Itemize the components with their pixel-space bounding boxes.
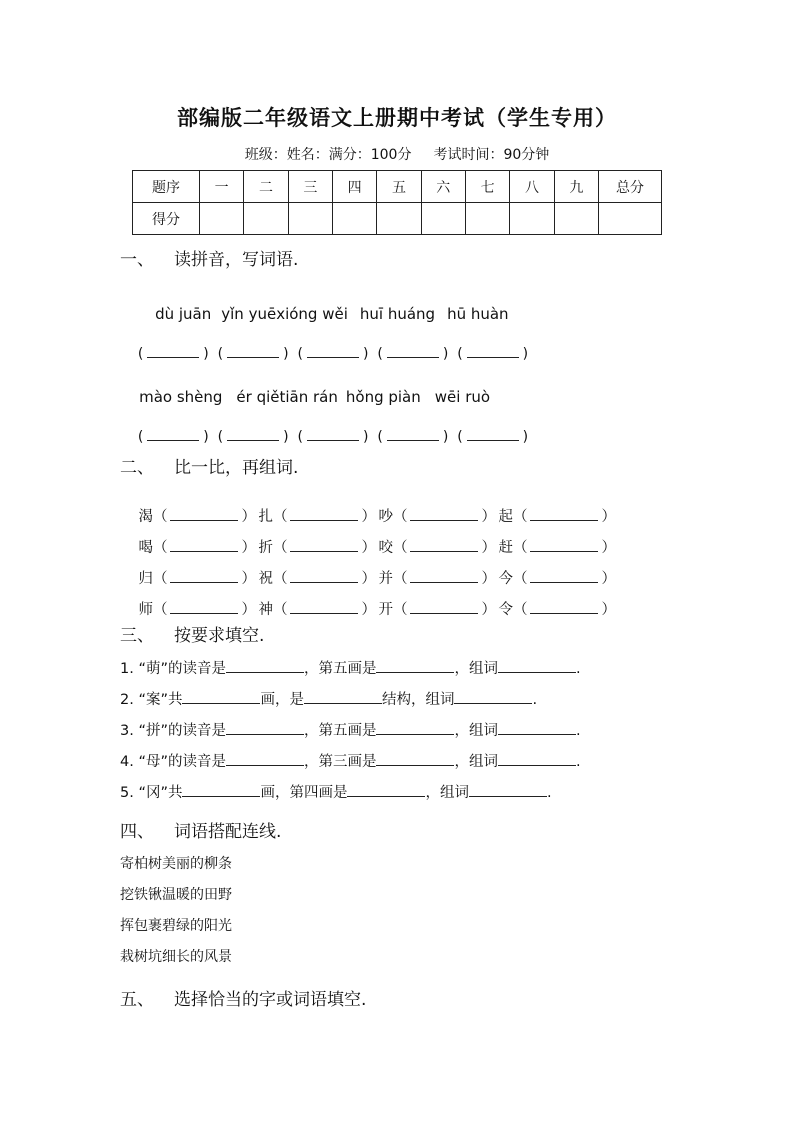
score-row-label: 得分 (133, 203, 200, 235)
score-cell[interactable] (421, 203, 465, 235)
answer-blank[interactable]: ( ) (217, 346, 289, 362)
section4-heading (120, 817, 281, 842)
answer-blank[interactable]: ( ) (137, 346, 209, 362)
score-cell[interactable] (200, 203, 244, 235)
fill-blank[interactable] (469, 783, 547, 797)
section4-number: 四、 (120, 822, 154, 842)
match-line: 挖铁锹温暖的田野 (120, 887, 232, 903)
pinyin-item: wēi ruò (434, 388, 491, 406)
section5-heading (120, 985, 366, 1010)
section1-heading (120, 245, 298, 270)
item-text: “冈”共 (138, 785, 183, 801)
item-text: . (575, 754, 581, 770)
pinyin-item: ér qiě (236, 388, 280, 406)
answer-blank[interactable]: ( ) (217, 429, 289, 445)
item-text: ，第五画是 (303, 723, 377, 739)
item-number: 5. (120, 785, 134, 801)
item-text: “拼”的读音是 (138, 723, 226, 739)
score-cell[interactable] (244, 203, 288, 235)
compare-row: 师（ ） 神（ ） 开（ ） 令（ ） (138, 602, 616, 618)
score-cell[interactable] (465, 203, 509, 235)
score-col: 四 (332, 171, 376, 203)
fill-blank[interactable] (182, 690, 260, 704)
score-table-header-row (133, 171, 662, 203)
score-table-score-row (133, 203, 662, 235)
answer-blank[interactable]: ( ) (457, 346, 529, 362)
item-text: ，第五画是 (303, 661, 377, 677)
score-row-label: 题序 (133, 171, 200, 203)
section1-title: 读拼音，写词语. (174, 250, 299, 270)
item-number: 4. (120, 754, 134, 770)
item-text: ，组词 (454, 754, 498, 770)
score-cell[interactable] (332, 203, 376, 235)
fill-blank[interactable] (304, 690, 382, 704)
fill-blank[interactable] (226, 721, 304, 735)
fill-blank[interactable] (376, 659, 454, 673)
fill-item (120, 688, 537, 709)
item-text: 画，第四画是 (260, 785, 348, 801)
compare-char: 咬 (378, 540, 393, 556)
pinyin-item: yǐn yuē (221, 305, 277, 323)
pinyin-item: xióng wěi (276, 305, 348, 323)
match-line: 寄柏树美丽的柳条 (120, 856, 232, 872)
compare-char: 起 (498, 509, 513, 525)
compare-blank[interactable] (410, 601, 478, 614)
section2-title: 比一比，再组词. (174, 458, 299, 478)
compare-row: 喝（ ） 折（ ） 咬（ ） 赶（ ） (138, 540, 616, 556)
score-cell[interactable] (510, 203, 554, 235)
compare-char: 神 (258, 602, 273, 618)
compare-char: 今 (498, 571, 513, 587)
item-text: “案”共 (138, 692, 183, 708)
pinyin-item: huī huáng (359, 305, 436, 323)
match-line: 栽树坑细长的风景 (120, 949, 232, 965)
score-col-total: 总分 (599, 171, 662, 203)
score-col: 一 (200, 171, 244, 203)
answer-blank[interactable]: ( ) (297, 429, 369, 445)
item-text: ，组词 (425, 785, 469, 801)
score-col: 六 (421, 171, 465, 203)
answer-blank[interactable]: ( ) (297, 346, 369, 362)
pinyin-item: dù juān (155, 305, 212, 323)
exam-info (0, 144, 794, 164)
page-title: 部编版二年级语文上册期中考试（学生专用） (177, 105, 617, 130)
item-text: . (575, 661, 581, 677)
compare-char: 归 (138, 571, 153, 587)
item-text: . (575, 723, 581, 739)
compare-blank[interactable] (530, 601, 598, 614)
item-text: 结构，组词 (381, 692, 455, 708)
score-col: 三 (288, 171, 332, 203)
answer-blank[interactable]: ( ) (457, 429, 529, 445)
compare-row: 归（ ） 祝（ ） 并（ ） 今（ ） (138, 571, 616, 587)
score-col: 九 (554, 171, 598, 203)
section3-number: 三、 (120, 626, 154, 646)
score-cell[interactable] (288, 203, 332, 235)
score-col: 二 (244, 171, 288, 203)
fill-blank[interactable] (376, 721, 454, 735)
pinyin-item: tiān rán (279, 388, 338, 406)
compare-char: 开 (378, 602, 393, 618)
section3-heading (120, 621, 264, 646)
compare-char: 并 (378, 571, 393, 587)
fill-blank[interactable] (498, 659, 576, 673)
item-text: “母”的读音是 (138, 754, 226, 770)
item-number: 2. (120, 692, 134, 708)
item-text: ，组词 (454, 661, 498, 677)
score-col: 八 (510, 171, 554, 203)
pinyin-item: mào shèng (139, 388, 223, 406)
pinyin-item: hǒng piàn (345, 388, 421, 406)
answer-blank[interactable]: ( ) (137, 429, 209, 445)
answer-blank[interactable]: ( ) (377, 429, 449, 445)
item-number: 3. (120, 723, 134, 739)
score-col: 七 (465, 171, 509, 203)
item-text: “萌”的读音是 (138, 661, 226, 677)
score-col: 五 (377, 171, 421, 203)
section3-title: 按要求填空. (174, 626, 265, 646)
fill-blank[interactable] (498, 721, 576, 735)
compare-row: 渴（ ） 扎（ ） 吵（ ） 起（ ） (138, 509, 616, 525)
fill-blank[interactable] (498, 752, 576, 766)
item-text: . (546, 785, 552, 801)
fill-blank[interactable] (347, 783, 425, 797)
exam-info-left: 班级：姓名：满分：100分 (244, 147, 412, 163)
score-table (132, 170, 662, 235)
fill-blank[interactable] (376, 752, 454, 766)
fill-blank[interactable] (182, 783, 260, 797)
fill-item (120, 781, 552, 802)
section5-title: 选择恰当的字或词语填空. (174, 990, 367, 1010)
item-text: ，组词 (454, 723, 498, 739)
section2-heading (120, 453, 298, 478)
item-text: 画，是 (260, 692, 304, 708)
compare-char: 渴 (138, 509, 153, 525)
fill-item (120, 719, 581, 740)
section5-number: 五、 (120, 990, 154, 1010)
compare-char: 折 (258, 540, 273, 556)
exam-info-right: 考试时间：90分钟 (433, 147, 550, 163)
compare-char: 师 (138, 602, 153, 618)
item-text: . (532, 692, 538, 708)
fill-item (120, 657, 581, 678)
compare-blank[interactable] (170, 601, 238, 614)
pinyin-item: hū huàn (447, 305, 509, 323)
item-text: ，第三画是 (303, 754, 377, 770)
fill-item (120, 750, 581, 771)
section4-title: 词语搭配连线. (174, 822, 282, 842)
fill-blank[interactable] (226, 752, 304, 766)
fill-blank[interactable] (226, 659, 304, 673)
compare-char: 喝 (138, 540, 153, 556)
compare-char: 令 (498, 602, 513, 618)
compare-char: 祝 (258, 571, 273, 587)
fill-blank[interactable] (454, 690, 532, 704)
match-line: 挥包裹碧绿的阳光 (120, 918, 232, 934)
score-cell[interactable] (599, 203, 662, 235)
section1-number: 一、 (120, 250, 154, 270)
answer-blank[interactable]: ( ) (377, 346, 449, 362)
section2-number: 二、 (120, 458, 154, 478)
compare-char: 扎 (258, 509, 273, 525)
score-cell[interactable] (377, 203, 421, 235)
compare-blank[interactable] (290, 601, 358, 614)
compare-char: 赶 (498, 540, 513, 556)
score-cell[interactable] (554, 203, 598, 235)
item-number: 1. (120, 661, 134, 677)
compare-char: 吵 (378, 509, 393, 525)
